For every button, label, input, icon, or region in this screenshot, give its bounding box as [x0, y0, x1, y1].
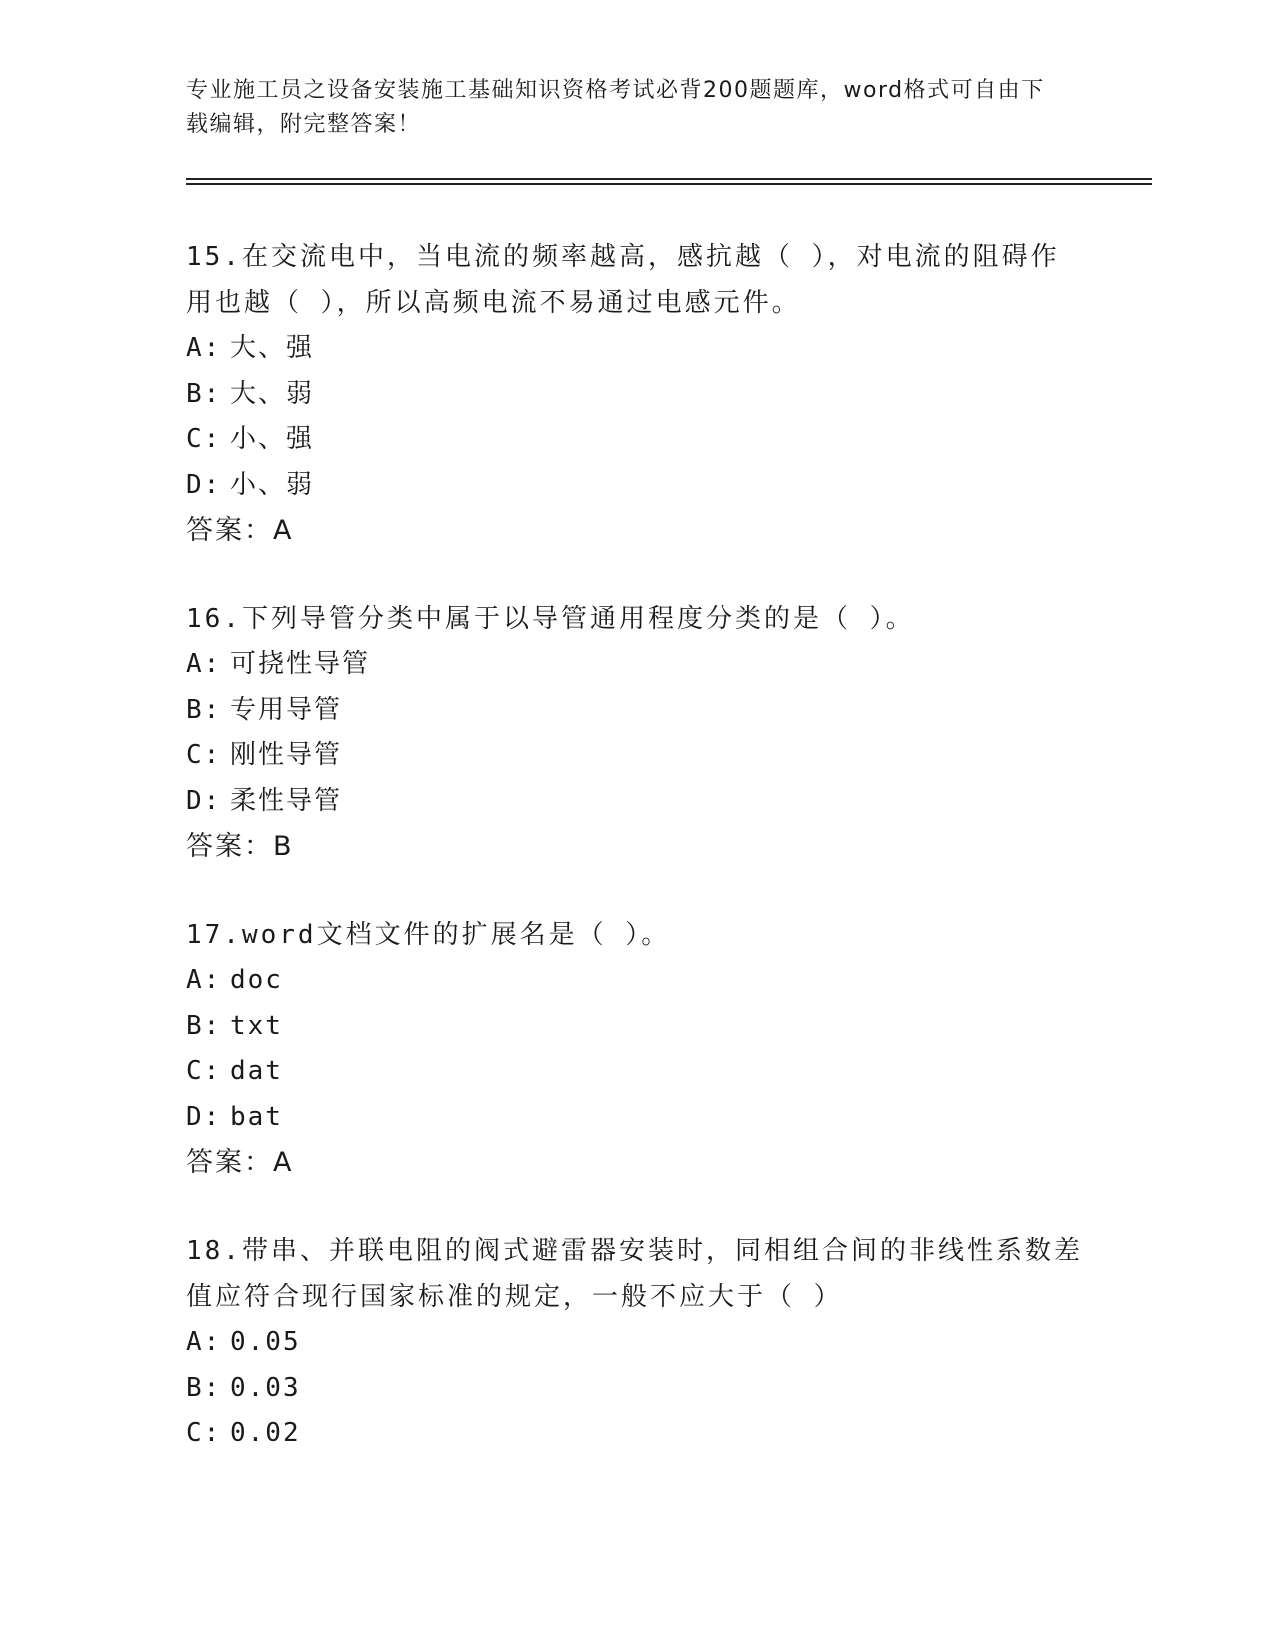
- document-header: 专业施工员之设备安装施工基础知识资格考试必背200题题库，word格式可自由下载编辑，附完整答案！: [186, 78, 1045, 137]
- option-b: B: 专用导管: [186, 694, 343, 725]
- option-a: A: 大、强: [186, 333, 315, 363]
- answer-line: 答案：A: [186, 1147, 294, 1178]
- option-d: D: 柔性导管: [186, 785, 343, 816]
- answer-line: 答案：A: [186, 515, 294, 546]
- question-stem: 16.下列导管分类中属于以导管通用程度分类的是（ ）。: [186, 604, 915, 634]
- header-rule-bottom: [186, 183, 1152, 185]
- option-b: B: 大、弱: [186, 378, 315, 409]
- option-d: D: bat: [186, 1101, 283, 1132]
- question-16: [186, 596, 1086, 870]
- option-c: C: 0.02: [186, 1418, 301, 1448]
- question-list: [186, 234, 1086, 1499]
- option-d: D: 小、弱: [186, 469, 315, 500]
- question-stem: 18.带串、并联电阻的阀式避雷器安装时，同相组合间的非线性系数差值应符合现行国家标准的规定，一般不应大于（ ）: [186, 1236, 1083, 1312]
- option-b: B: 0.03: [186, 1372, 301, 1403]
- option-a: A: 0.05: [186, 1327, 301, 1357]
- option-c: C: 小、强: [186, 424, 315, 454]
- question-stem: 17.word文档文件的扩展名是（ ）。: [186, 920, 671, 950]
- answer-line: 答案：B: [186, 831, 294, 862]
- question-15: [186, 234, 1086, 554]
- option-a: A: 可挠性导管: [186, 649, 371, 679]
- question-stem: 15.在交流电中，当电流的频率越高，感抗越（ ），对电流的阻碍作用也越（ ），所以高频电流不易通过电感元件。: [186, 242, 1060, 318]
- option-c: C: dat: [186, 1056, 283, 1086]
- question-18: [186, 1228, 1086, 1457]
- option-b: B: txt: [186, 1010, 283, 1041]
- question-17: [186, 912, 1086, 1186]
- header-rule-top: [186, 178, 1152, 180]
- option-c: C: 刚性导管: [186, 740, 343, 770]
- option-a: A: doc: [186, 965, 283, 995]
